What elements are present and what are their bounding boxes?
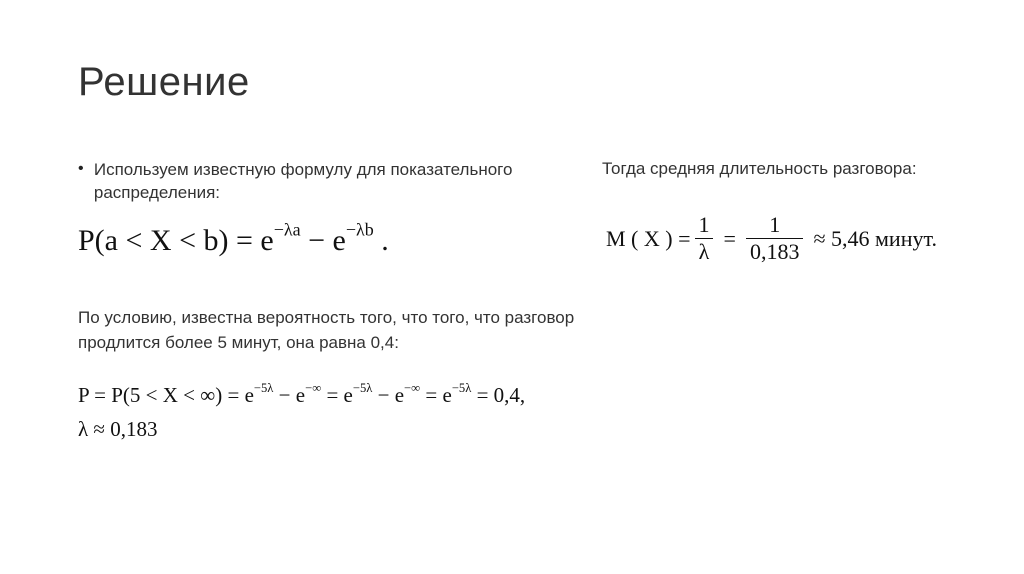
slide-title: Решение <box>78 60 250 104</box>
condition-text: По условию, известна вероятность того, что того, что разговор продлится более 5 минут, она равна 0,4: <box>78 308 575 352</box>
lambda-derivation-formula <box>78 378 525 446</box>
formula1-minus: − <box>308 224 326 257</box>
formula3-eq: = <box>723 225 736 251</box>
bullet-text: Используем известную формулу для показательного распределения: <box>93 160 513 202</box>
formula1-lhs: P(a < X < b) <box>78 224 229 257</box>
formula3-result: ≈ 5,46 минут. <box>813 225 937 251</box>
formula1-term1: $e^{-\lambda a}$ <box>260 219 301 257</box>
formula2-line2: λ ≈ 0,183 <box>78 417 158 441</box>
formula2-line1: P = P(5 < X < ∞) = $e^{-5\lambda} - e^{-\infty} = e^{-5\lambda} - e^{-\infty} = e^{-5\lambda} = 0,4$, <box>78 380 526 407</box>
formula1-tail: . <box>381 224 389 257</box>
mean-duration-text: Тогда средняя длительность разговора: <box>602 159 917 178</box>
bullet-dot-icon: • <box>78 160 84 177</box>
formula1-term2: $e^{-\lambda b}$ <box>332 219 374 257</box>
fraction-one-over-lambda: $\frac{1}{\lambda}$ <box>695 212 714 265</box>
exponential-probability-formula <box>78 219 389 258</box>
fraction-one-over-value: $\frac{1}{0,183}$ <box>746 212 804 265</box>
formula1-eq: = <box>235 224 253 257</box>
bullet-block <box>78 158 578 204</box>
formula3-lhs: M ( X ) = <box>606 225 691 251</box>
mean-duration-formula <box>606 212 943 265</box>
